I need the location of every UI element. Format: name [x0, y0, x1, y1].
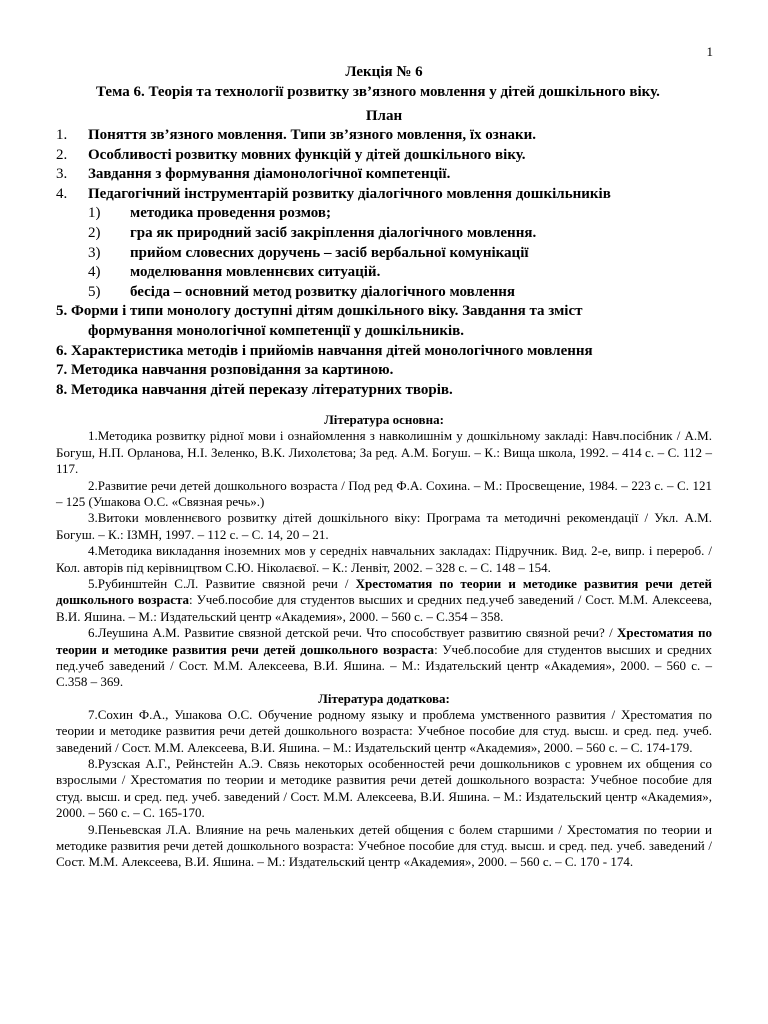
plan-sub-item — [56, 224, 712, 244]
literature-item-6 — [56, 625, 712, 691]
literature-item-3: 3.Витоки мовленнєвого розвитку дітей дошкільного віку: Програма та методичні рекомендації / Укл. А.М. Богуш. – К.: ІЗМН, 1997. – 112 с. – С. 14, 20 – 21. — [56, 510, 712, 542]
plan-item-6: 6. Характеристика методів і прийомів навчання дітей монологічного мовлення — [56, 342, 593, 359]
plan-sub-item-number: 1) — [88, 205, 101, 222]
plan-item — [56, 126, 712, 146]
plan-list — [56, 126, 712, 204]
plan-item-number: 3. — [56, 166, 68, 183]
literature-item-4: 4.Методика викладання іноземних мов у середніх навчальних закладах: Підручник. Вид. 2-е, випр. і перероб. / Кол. авторів під керівництвом С.Ю. Ніколаєвої. – К.: Ленвіт, 2002. – 328 с. – С. 148 – 154. — [56, 543, 712, 575]
topic-text: Теорія та технології розвитку зв’язного мовлення у дітей дошкільного віку. — [144, 84, 660, 100]
plan-item — [56, 146, 712, 166]
plan-item-number: 1. — [56, 127, 68, 143]
page-number: 1 — [706, 44, 713, 59]
plan-item-text: Педагогічний інструментарій розвитку діалогічного мовлення дошкільників — [88, 185, 611, 202]
plan-sub-item-text: прийом словесних доручень – засіб вербальної комунікації — [130, 244, 529, 261]
plan-sub-item-number: 2) — [88, 224, 101, 241]
literature-item-5-author: 5.Рубинштейн С.Л. Развитие связной речи / — [88, 575, 356, 591]
plan-item-8: 8. Методика навчання дітей переказу літературних творів. — [56, 381, 453, 398]
literature-item-5 — [56, 576, 712, 625]
plan-item-text: Особливості розвитку мовних функцій у дітей дошкільного віку. — [88, 146, 526, 163]
plan-item-number: 2. — [56, 146, 68, 163]
plan-item-text: Завдання з формування діамонологічної компетенції. — [88, 166, 451, 183]
plan-item-text: Поняття зв’язного мовлення. Типи зв’язного мовлення, їх ознаки. — [88, 127, 537, 143]
plan-sub-item-text: гра як природний засіб закріплення діалогічного мовлення. — [130, 224, 537, 241]
lecture-title: Лекція № 6 — [345, 64, 423, 80]
plan-sub-list — [56, 204, 712, 302]
plan-item-number: 4. — [56, 185, 68, 202]
plan-sub-item — [56, 263, 712, 283]
plan-sub-item-text: методика проведення розмов; — [130, 205, 331, 222]
literature-main-title: Література основна: — [324, 412, 444, 428]
literature-additional-title: Література додаткова: — [318, 690, 450, 706]
literature-item-6-source: Хрестоматия по теории и методике развития речи детей дошкольного возраста — [56, 625, 712, 657]
topic-label: Тема 6. — [96, 84, 145, 100]
plan-sub-item-text: бесіда – основний метод розвитку діалогічного мовлення — [130, 283, 515, 300]
plan-sub-item — [56, 204, 712, 224]
document-body — [56, 62, 712, 871]
topic-heading — [56, 82, 712, 102]
plan-item — [56, 165, 712, 185]
plan-item-5 — [56, 302, 712, 341]
literature-item-5-details: : Учеб.пособие для студентов высших и средних пед.учеб заведений / Сост. М.М. Алексеева, В.И. Яшина. – М.: Издательский центр «Академия», 2000. – 560 с. – С.354 – 358. — [56, 592, 712, 624]
plan-item-5-line-2: формування монологічної компетенції у дошкільників. — [88, 322, 465, 339]
literature-item-6-author: 6.Леушина А.М. Развитие связной детской речи. Что способствует развитию связной речи? / — [88, 625, 618, 641]
literature-item-2: 2.Развитие речи детей дошкольного возраста / Под ред Ф.А. Сохина. – М.: Просвещение, 1984. – 223 с. – С. 121 – 125 (Ушакова О.С. «Связная речь».) — [56, 477, 712, 509]
literature-item-8: 8.Рузская А.Г., Рейнстейн А.Э. Связь некоторых особенностей речи дошкольников с уровнем их общения со взрослыми / Хрестоматия по теории и методике развития речи детей дошкольного возраста: Учебное пособие для студ. высш. и сред. пед. учеб. заведений / Сост. М.М. Алексеева, В.И. Яшина. – М.: Издательский центр «Академия», 2000. – 560 с. – С. 165-170. — [56, 756, 712, 821]
plan-sub-item-number: 3) — [88, 244, 101, 261]
plan-sub-item-number: 4) — [88, 264, 101, 281]
plan-sub-item — [56, 283, 712, 303]
plan-title: План — [365, 108, 403, 124]
plan-sub-item-number: 5) — [88, 283, 101, 300]
literature-item-7: 7.Сохин Ф.А., Ушакова О.С. Обучение родному языку и проблема умственного развития / Хрестоматия по теории и методике развития речи детей дошкольного возраста: Учебное пособие для студ. высш. и сред. пед. учеб. заведений / Сост. М.М. Алексеева, В.И. Яшина. – М.: Издательский центр «Академия», 2000. – 560 с. – С. 174-179. — [56, 706, 712, 755]
literature-item-5-source: Хрестоматия по теории и методике развития речи детей дошкольного возраста — [56, 575, 712, 608]
plan-item-7: 7. Методика навчання розповідання за картиною. — [56, 362, 394, 379]
literature-item-9: 9.Пеньевская Л.А. Влияние на речь маленьких детей общения с болем старшими / Хрестоматия по теории и методике развития речи детей дошкольного возраста: Учебное пособие для студ. высш. и сред. пед. учеб. заведений / Сост. М.М. Алексеева, В.И. Яшина. – М.: Издательский центр «Академия», 2000. – 560 с. – С. 170 - 174. — [56, 821, 712, 870]
literature-item-1: 1.Методика розвитку рідної мови і ознайомлення з навколишнім у дошкільному закладі: Навч.посібник / А.М. Богуш, Н.П. Орланова, Н.І. Зеленко, В.К. Лихолєтова; За ред. А.М. Богуш. – К.: Вища школа, 1992. – 414 с. – С. 112 – 117. — [56, 428, 712, 477]
plan-item-5-line-1: 5. Форми і типи монологу доступні дітям дошкільного віку. Завдання та зміст — [56, 303, 583, 320]
plan-sub-item — [56, 244, 712, 264]
literature-item-6-details: : Учеб.пособие для студентов высших и средних пед.учеб заведений / Сост. М.М. Алексеева, В.И. Яшина. – М.: Издательский центр «Академия», 2000. – 560 с. – С.358 – 369. — [56, 641, 712, 690]
plan-item — [56, 185, 712, 205]
plan-sub-item-text: моделювання мовленнєвих ситуацій. — [130, 264, 381, 281]
